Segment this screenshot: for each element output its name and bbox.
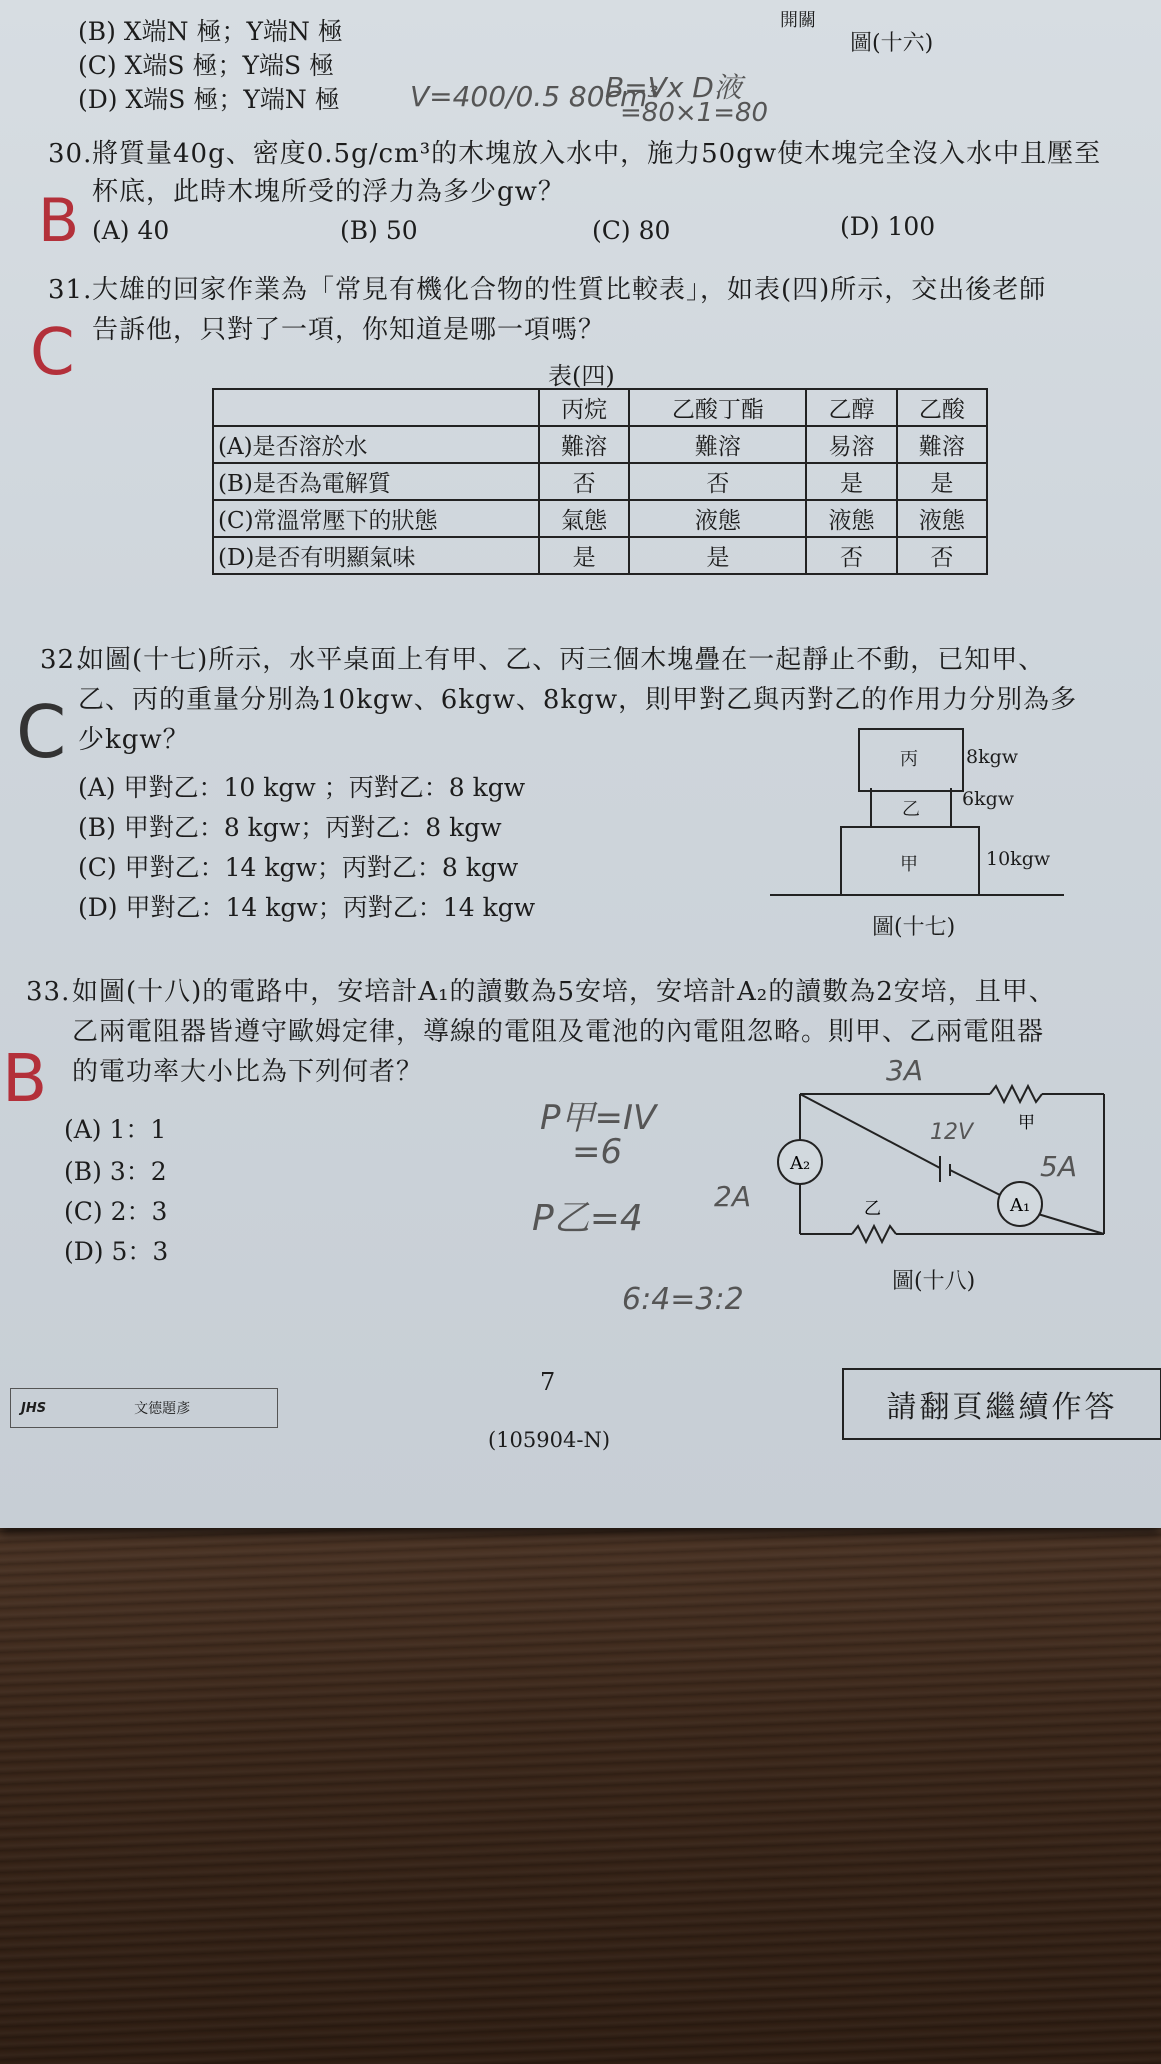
handwritten-ratio: 6:4=3:2 — [622, 1282, 744, 1317]
block-bing-label: 丙 — [900, 749, 918, 770]
table-cell: 液態 — [806, 500, 896, 537]
exam-code: (105904-N) — [488, 1428, 611, 1452]
block-bing-weight: 8kgw — [966, 746, 1019, 768]
table-cell: 否 — [539, 463, 629, 500]
q33-text-line1: 如圖(十八)的電路中，安培計A₁的讀數為5安培，安培計A₂的讀數為2安培，且甲、 — [72, 977, 1056, 1007]
resistor-jia — [990, 1086, 1042, 1102]
q33-text-line2: 乙兩電阻器皆遵守歐姆定律，導線的電阻及電池的內電阻忽略。則甲、乙兩電阻器 — [72, 1017, 1045, 1047]
table-cell: 否 — [629, 463, 806, 500]
handwritten-power-yi: P乙=4 — [532, 1198, 643, 1239]
table-cell: 難溶 — [629, 426, 806, 463]
q33-number: 33. — [26, 977, 71, 1007]
table-header-cell — [213, 389, 539, 426]
resistor-jia-label: 甲 — [1018, 1113, 1035, 1133]
handwritten-power-jia-value: =6 — [572, 1132, 623, 1172]
handwritten-answer-30: B — [38, 186, 80, 256]
q30-text-line1: 將質量40g、密度0.5g/cm³的木塊放入水中，施力50gw使木塊完全沒入水中且壓至 — [92, 139, 1102, 169]
wire-diagonal-2 — [950, 1170, 1002, 1196]
handwritten-current-3a: 3A — [886, 1054, 923, 1087]
handwritten-buoyancy-calc-2: =80×1=80 — [620, 98, 769, 128]
table-row — [213, 537, 987, 574]
table-row-label: (B)是否為電解質 — [213, 463, 539, 500]
q33-text-line3: 的電功率大小比為下列何者？ — [72, 1057, 424, 1087]
block-jia-weight: 10kgw — [986, 848, 1051, 870]
block-jia-label: 甲 — [900, 854, 918, 875]
ammeter-a2-label: A₂ — [790, 1153, 811, 1174]
block-yi-weight: 6kgw — [962, 788, 1015, 810]
table-cell: 是 — [539, 537, 629, 574]
q32-text-line2: 乙、丙的重量分別為10kgw、6kgw、8kgw，則甲對乙與丙對乙的作用力分別為多 — [78, 685, 1078, 715]
table-cell: 液態 — [629, 500, 806, 537]
wooden-table — [0, 1520, 1161, 2064]
q30-option-b: (B) 50 — [340, 216, 418, 245]
table-cell: 否 — [897, 537, 987, 574]
block-yi-label: 乙 — [902, 799, 920, 820]
table-row-label: (C)常溫常壓下的狀態 — [213, 500, 539, 537]
publisher-name: 文德題彥 — [134, 1401, 191, 1417]
publisher-logo — [10, 1388, 278, 1428]
q33-option-b: (B) 3：2 — [64, 1157, 167, 1186]
handwritten-current-2a: 2A — [714, 1180, 751, 1213]
handwritten-answer-31: C — [30, 316, 75, 390]
table-4-caption: 表(四) — [548, 362, 615, 390]
q30-option-c: (C) 80 — [592, 216, 671, 245]
table-header-row — [213, 389, 987, 426]
q32-number: 32. — [40, 645, 85, 675]
q31-text-line1: 大雄的回家作業為「常見有機化合物的性質比較表」，如表(四)所示，交出後老師 — [92, 275, 1047, 305]
table-cell: 是 — [806, 463, 896, 500]
table-cell: 難溶 — [539, 426, 629, 463]
figure-16-caption: 圖(十六) — [850, 31, 934, 56]
q30-option-d: (D) 100 — [840, 212, 936, 241]
q30-number: 30. — [48, 139, 93, 169]
table-cell: 液態 — [897, 500, 987, 537]
table-row — [213, 426, 987, 463]
figure-18-caption: 圖(十八) — [892, 1269, 976, 1294]
q32-text-line1: 如圖(十七)所示，水平桌面上有甲、乙、丙三個木塊疊在一起靜止不動，已知甲、 — [78, 645, 1046, 675]
table-cell: 否 — [806, 537, 896, 574]
q32-option-a: (A) 甲對乙：10 kgw ；丙對乙：8 kgw — [78, 773, 526, 802]
resistor-yi — [852, 1226, 896, 1242]
turn-page-notice: 請翻頁繼續作答 — [842, 1368, 1161, 1440]
table-row — [213, 500, 987, 537]
q32-text-line3: 少kgw？ — [78, 725, 190, 755]
q32-option-b: (B) 甲對乙：8 kgw；丙對乙：8 kgw — [78, 813, 502, 842]
table-header-cell: 丙烷 — [539, 389, 629, 426]
ammeter-a1-label: A₁ — [1010, 1195, 1031, 1216]
desk-surface-line — [770, 894, 1064, 896]
handwritten-answer-32: C — [16, 690, 67, 774]
handwritten-power-jia: P甲=IV — [540, 1098, 657, 1138]
table-row — [213, 463, 987, 500]
table-cell: 是 — [629, 537, 806, 574]
prev-option-b: (B) X端N 極；Y端N 極 — [78, 17, 343, 46]
wire-diagonal-3 — [1038, 1214, 1104, 1234]
q31-number: 31. — [48, 275, 93, 305]
page-number: 7 — [540, 1368, 556, 1396]
table-header-cell: 乙酸 — [897, 389, 987, 426]
q33-option-a: (A) 1：1 — [64, 1115, 167, 1144]
q30-option-a: (A) 40 — [92, 216, 170, 245]
table-header-cell: 乙酸丁酯 — [629, 389, 806, 426]
handwritten-volume-calc: V=400/0.5 80cm³ — [410, 80, 659, 113]
handwritten-answer-33: B — [2, 1040, 48, 1117]
figure-17-caption: 圖(十七) — [872, 915, 956, 940]
table-cell: 難溶 — [897, 426, 987, 463]
jhs-logo-text: JHS — [21, 1400, 47, 1416]
handwritten-voltage-12v: 12V — [930, 1120, 974, 1145]
prev-option-c: (C) X端S 極；Y端S 極 — [78, 51, 335, 80]
q32-option-d: (D) 甲對乙：14 kgw；丙對乙：14 kgw — [78, 893, 536, 922]
table-cell: 易溶 — [806, 426, 896, 463]
handwritten-buoyancy-calc: B=Vx D液 — [605, 71, 742, 104]
properties-table — [212, 388, 988, 575]
table-row-label: (A)是否溶於水 — [213, 426, 539, 463]
switch-label: 開關 — [780, 10, 816, 31]
q32-option-c: (C) 甲對乙：14 kgw；丙對乙：8 kgw — [78, 853, 519, 882]
table-header-cell: 乙醇 — [806, 389, 896, 426]
q33-option-c: (C) 2：3 — [64, 1197, 168, 1226]
table-cell: 氣態 — [539, 500, 629, 537]
resistor-yi-label: 乙 — [864, 1199, 881, 1219]
handwritten-current-5a: 5A — [1040, 1150, 1077, 1183]
table-row-label: (D)是否有明顯氣味 — [213, 537, 539, 574]
q31-text-line2: 告訴他，只對了一項，你知道是哪一項嗎？ — [92, 315, 606, 345]
table-cell: 是 — [897, 463, 987, 500]
prev-option-d: (D) X端S 極；Y端N 極 — [78, 85, 340, 114]
q30-text-line2: 杯底，此時木塊所受的浮力為多少gw？ — [92, 177, 565, 207]
q33-option-d: (D) 5：3 — [64, 1237, 169, 1266]
